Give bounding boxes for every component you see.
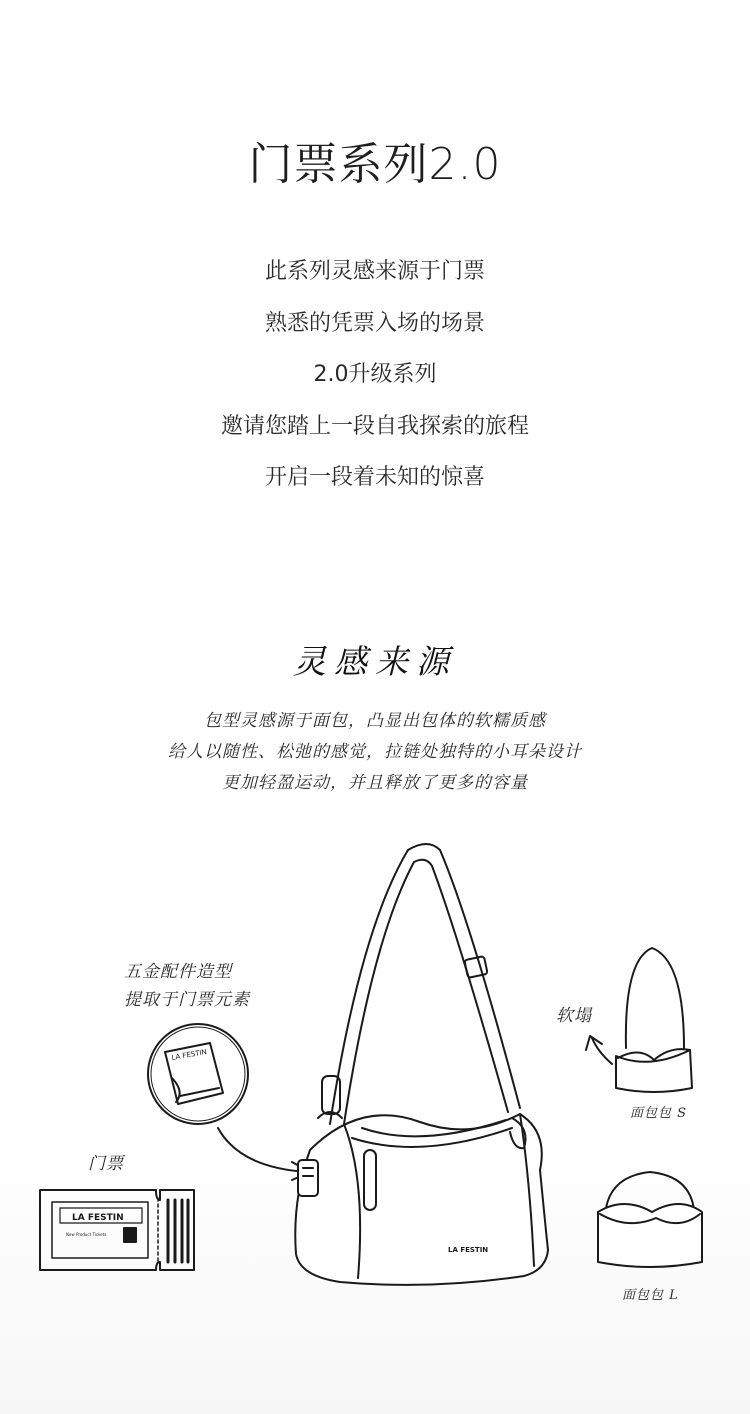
bread-bag-l [598,1172,702,1267]
bread-bag-l-label: 面包包 L [622,1288,679,1303]
bag-illustration [0,820,750,1414]
inspiration-line: 包型灵感源于面包，凸显出包体的软糯质感 [204,711,546,731]
intro-line: 开启一段着未知的惊喜 [264,465,485,490]
ticket-subtext: New Product Tickets [66,1232,107,1237]
hardware-detail-circle [148,1024,248,1124]
intro-line: 2.0升级系列 [313,362,437,387]
ticket-drawing [40,1190,194,1270]
bag-body [295,1114,548,1285]
tag-brand-text: LA FESTIN [170,1047,208,1062]
bag-brand-text: LA FESTIN [448,1246,489,1254]
page-title: 门票系列2.0 [248,139,502,190]
hardware-note-line: 五金配件造型 [124,962,232,982]
hardware-note-line: 提取于门票元素 [124,990,250,1010]
ticket-barcode [168,1200,188,1262]
intro-line: 熟悉的凭票入场的场景 [264,310,485,336]
inspiration-heading: 灵感来源 [293,642,457,681]
intro-line: 此系列灵感来源于门票 [264,259,485,284]
bag-strap [318,844,520,1124]
soft-arrow [586,1036,612,1064]
ticket-brand-text: LA FESTIN [72,1213,124,1223]
ticket-label: 门票 [88,1154,124,1174]
inspiration-line: 更加轻盈运动，并且释放了更多的容量 [222,773,528,793]
inspiration-description [0,706,750,799]
soft-label: 软塌 [556,1006,592,1026]
bread-bag-s-label: 面包包 S [630,1106,688,1121]
hardware-arrow [218,1128,310,1180]
intro-text [0,246,750,504]
inspiration-line: 给人以随性、松弛的感觉，拉链处独特的小耳朵设计 [168,742,582,762]
bread-bag-s [616,948,692,1092]
intro-line: 邀请您踏上一段自我探索的旅程 [220,413,529,439]
